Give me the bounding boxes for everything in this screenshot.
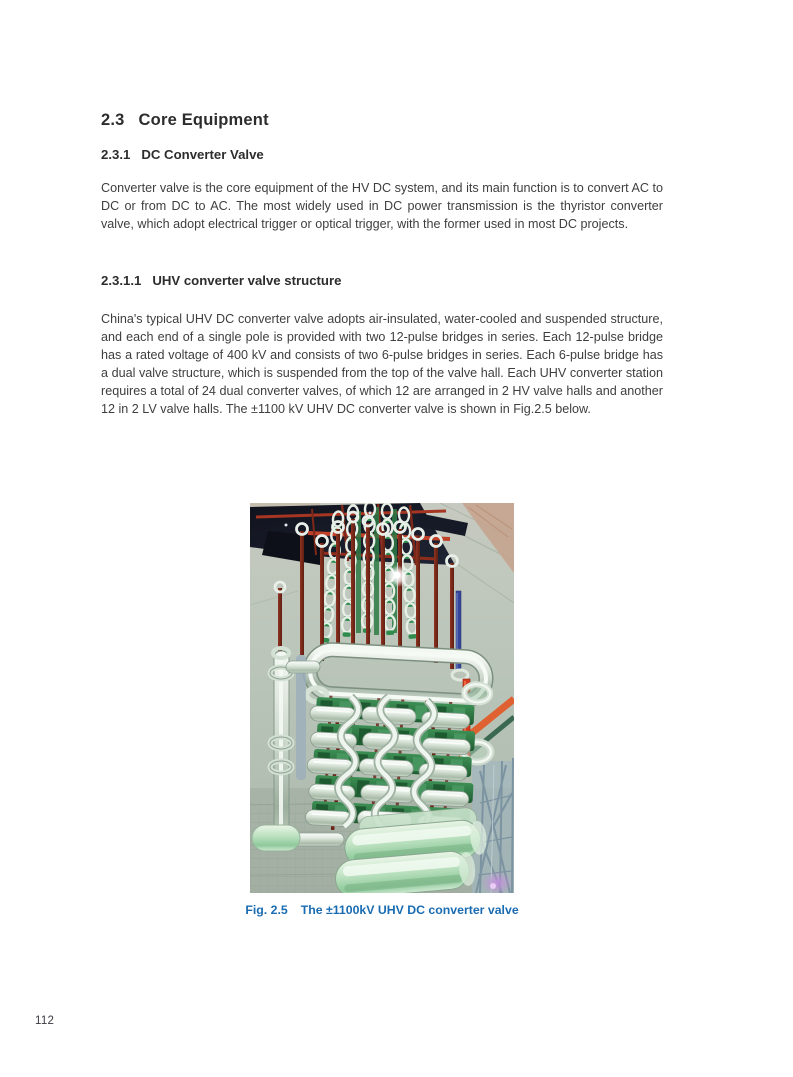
valve-photo-illustration (250, 503, 514, 893)
converter-valve-photo (250, 503, 514, 893)
subsubsection-title: UHV converter valve structure (152, 273, 342, 288)
section-heading (101, 111, 269, 130)
figure-label: Fig. 2.5 (245, 903, 288, 917)
figure-caption-text: The ±1100kV UHV DC converter valve (300, 903, 519, 917)
lamp-glare-core (394, 572, 401, 579)
subsubsection-heading (101, 273, 341, 288)
paragraph-intro: Converter valve is the core equipment of the HV DC system, and its main function is to convert AC to DC or from DC to AC. The most widely used in DC power transmission is the thyristor converter valve, which adopt electrical trigger or optical trigger, with the former used in most DC projects. (101, 181, 663, 231)
section-title: Core Equipment (138, 111, 269, 129)
paragraph-structure: China's typical UHV DC converter valve adopts air-insulated, water-cooled and suspended structure, and each end of a single pole is provided with two 12-pulse bridges in series. Each 12-pulse bridge has a rated voltage of 400 kV and consists of two 6-pulse bridges in series. Each 6-pulse bridge has a dual valve structure, which is suspended from the top of the valve hall. Each UHV converter station requires a total of 24 dual converter valves, of which 12 are arranged in 2 HV valve halls and another 12 in 2 LV valve halls. The ±1100 kV UHV DC converter valve is shown in Fig.2.5 below. (101, 312, 663, 416)
page-number: 112 (35, 1015, 55, 1027)
figure-caption (101, 903, 663, 917)
subsubsection-number: 2.3.1.1 (101, 273, 142, 288)
subsection-heading (101, 147, 264, 162)
section-number: 2.3 (101, 111, 125, 129)
light-dot (490, 883, 496, 889)
figure-2-5 (250, 503, 514, 893)
subsection-number: 2.3.1 (101, 147, 131, 162)
subsection-title: DC Converter Valve (141, 147, 264, 162)
